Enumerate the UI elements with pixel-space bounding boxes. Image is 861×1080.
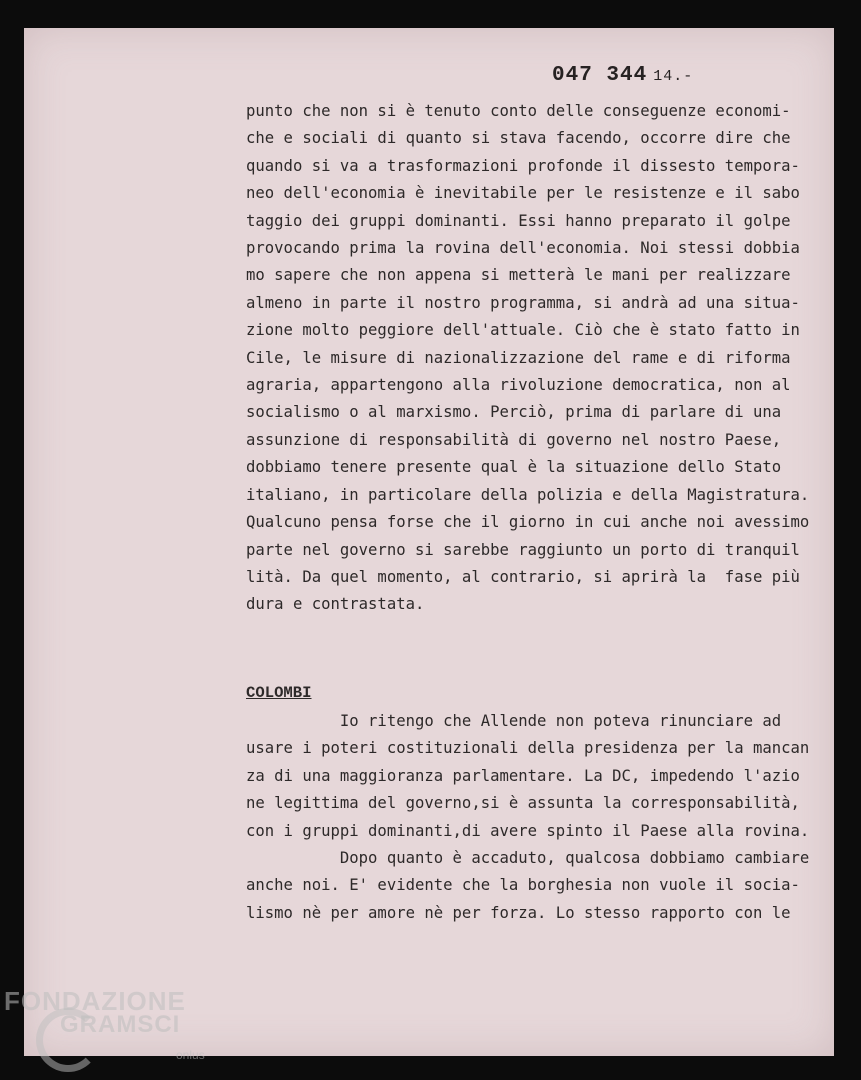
paragraph-1: punto che non si è tenuto conto delle conseguenze economi- che e sociali di quanto si stava facendo, occorre dire che quando si va a trasformazioni profonde il dissesto tempora- neo dell'economia è inevitabile per le resistenze e il sabo taggio dei gruppi dominanti. Essi hanno preparato il golpe provocando prima la rovina dell'economia. Noi stessi dobbia mo sapere che non appena si metterà le mani per realizzare almeno in parte il nostro programma, si andrà ad una situa- zione molto peggiore dell'attuale. Ciò che è stato fatto in Cile, le misure di nazionalizzazione del rame e di riforma agraria, appartengono alla rivoluzione democratica, non al socialismo o al marxismo. Perciò, prima di parlare di una assunzione di responsabilità di governo nel nostro Paese, dobbiamo tenere presente qual è la situazione dello Stato italiano, in particolare della polizia e della Magistratura. Qualcuno pensa forse che il giorno in cui anche noi avessimo parte nel governo si sarebbe raggiunto un porto di tranquil lità. Da quel momento, al contrario, si aprirà la fase più dura e contrastata. <box>246 102 810 614</box>
page-number <box>552 64 693 87</box>
archive-number: 047 344 <box>552 64 648 87</box>
page-suffix: 14.- <box>653 68 694 85</box>
g-logo-icon <box>36 1008 100 1072</box>
paragraph-2: Io ritengo che Allende non poteva rinunciare ad usare i poteri costituzionali della presidenza per la mancan za di una maggioranza parlamentare. La DC, impedendo l'azio ne legittima del governo,si è assunta la corresponsabilità, con i gruppi dominanti,di avere spinto il Paese alla rovina. Dopo quanto è accaduto, qualcosa dobbiamo cambiare anche noi. E' evidente che la borghesia non vuole il socia- lismo nè per amore nè per forza. Lo stesso rapporto con le <box>246 712 810 922</box>
fondazione-gramsci-watermark: FONDAZIONE GRAMSCI onlus <box>4 986 186 1039</box>
typed-page <box>24 28 834 1056</box>
speaker-name: COLOMBI <box>246 684 312 702</box>
